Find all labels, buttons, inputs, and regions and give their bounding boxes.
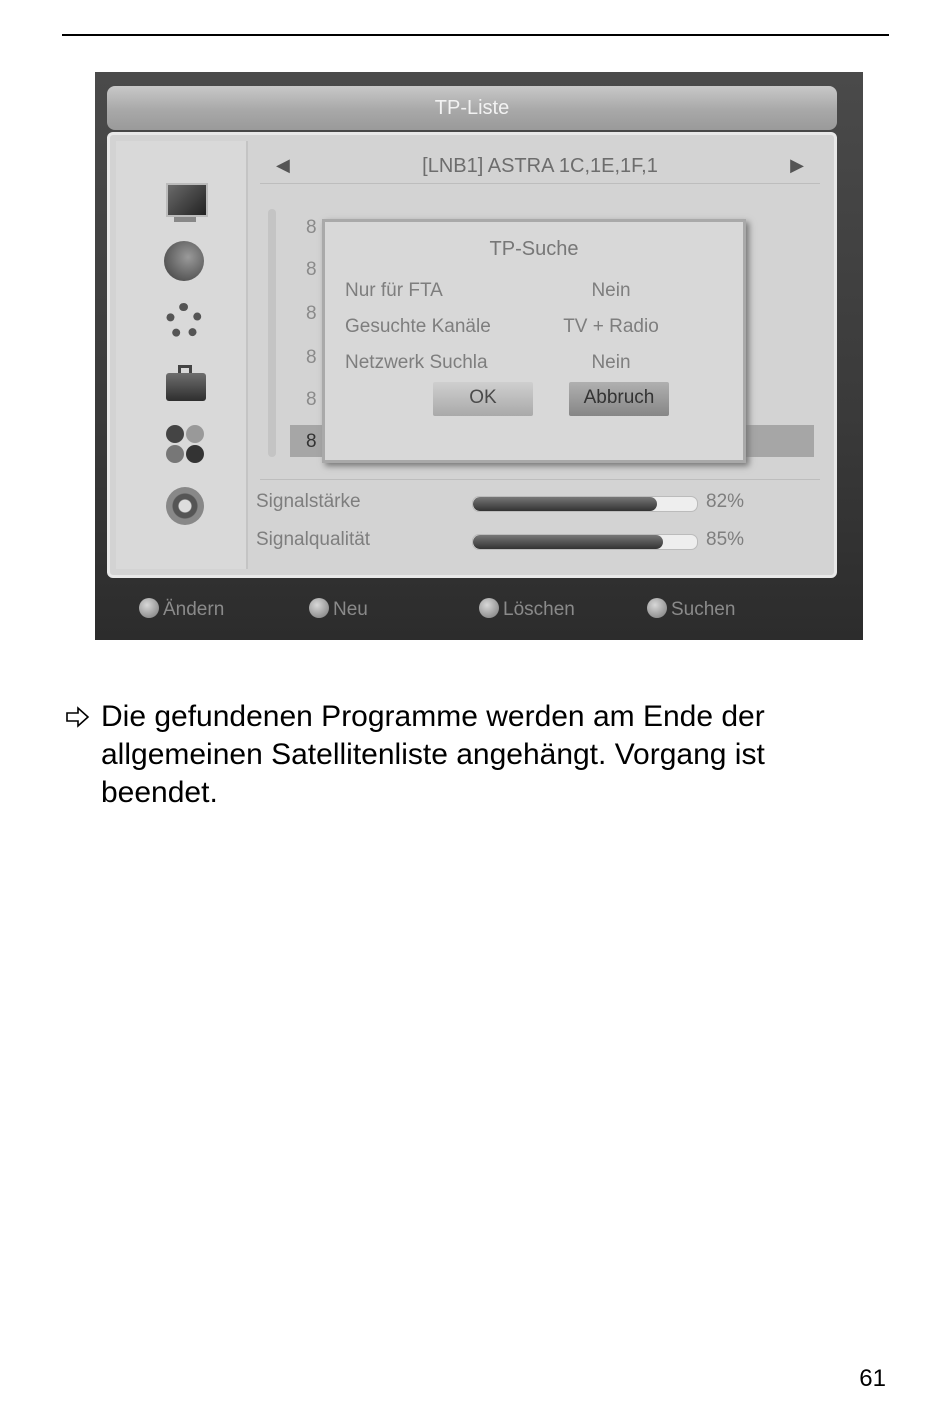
dialog-option-label: Nur für FTA <box>345 280 443 301</box>
games-icon <box>162 421 208 465</box>
color-key-icon <box>479 598 499 618</box>
cancel-button[interactable]: Abbruch <box>569 382 669 416</box>
signal-strength-value: 82% <box>706 491 745 512</box>
footer-label: Ändern <box>163 599 225 620</box>
tp-row[interactable]: 8 <box>306 431 317 452</box>
tp-row[interactable]: 8 <box>306 347 317 368</box>
signal-quality-label: Signalqualität <box>256 529 371 550</box>
ok-button[interactable]: OK <box>433 382 533 416</box>
color-key-icon <box>139 598 159 618</box>
top-rule <box>62 34 889 36</box>
tp-row[interactable]: 8 <box>306 303 317 324</box>
footer-edit-button[interactable] <box>139 598 224 621</box>
body-paragraph: Die gefundenen Programme werden am Ende der allgemeinen Satellitenliste angehängt. Vorgang ist beendet. <box>101 700 765 809</box>
satellite-name: [LNB1] ASTRA 1C,1E,1F,1 <box>422 155 658 177</box>
footer-delete-button[interactable] <box>479 598 575 621</box>
footer-label: Löschen <box>503 599 575 620</box>
footer-label: Neu <box>333 599 368 620</box>
settings-gear-icon <box>162 299 208 343</box>
scrollbar[interactable] <box>268 209 276 457</box>
arrow-right-icon[interactable]: ▶ <box>790 155 804 175</box>
dialog-title: TP-Suche <box>489 238 579 260</box>
dialog-option-value[interactable]: Nein <box>591 352 631 373</box>
page-number: 61 <box>859 1365 886 1392</box>
dialog-option-value[interactable]: TV + Radio <box>563 316 659 337</box>
tp-row[interactable]: 8 <box>306 389 317 410</box>
dialog-option-label: Netzwerk Suchla <box>345 352 488 373</box>
signal-quality-bar <box>472 534 698 550</box>
arrow-left-icon[interactable]: ◀ <box>276 155 290 175</box>
signal-strength-fill <box>473 497 657 511</box>
footer-search-button[interactable] <box>647 598 735 621</box>
signal-strength-label: Signalstärke <box>256 491 361 512</box>
signal-strength-bar <box>472 496 698 512</box>
tv-menu-screenshot <box>95 72 863 640</box>
dialog-option-value[interactable]: Nein <box>591 280 631 301</box>
tp-row[interactable]: 8 <box>306 217 317 238</box>
satellite-dish-icon <box>162 237 208 281</box>
menu-title: TP-Liste <box>107 86 837 130</box>
color-key-icon <box>647 598 667 618</box>
briefcase-icon <box>162 361 208 405</box>
satellite-selector[interactable] <box>260 149 820 184</box>
arrow-right-outline-icon <box>66 702 90 732</box>
tp-search-dialog <box>322 219 746 463</box>
footer-label: Suchen <box>671 599 736 620</box>
dialog-option-label: Gesuchte Kanäle <box>345 316 491 337</box>
signal-quality-fill <box>473 535 663 549</box>
menu-icon-column <box>116 141 248 569</box>
tv-icon <box>162 181 208 225</box>
disc-icon <box>162 483 208 527</box>
tp-row[interactable]: 8 <box>306 259 317 280</box>
footer-new-button[interactable] <box>309 598 368 621</box>
color-key-icon <box>309 598 329 618</box>
menu-panel <box>107 132 837 578</box>
signal-quality-value: 85% <box>706 529 745 550</box>
divider <box>260 479 820 480</box>
